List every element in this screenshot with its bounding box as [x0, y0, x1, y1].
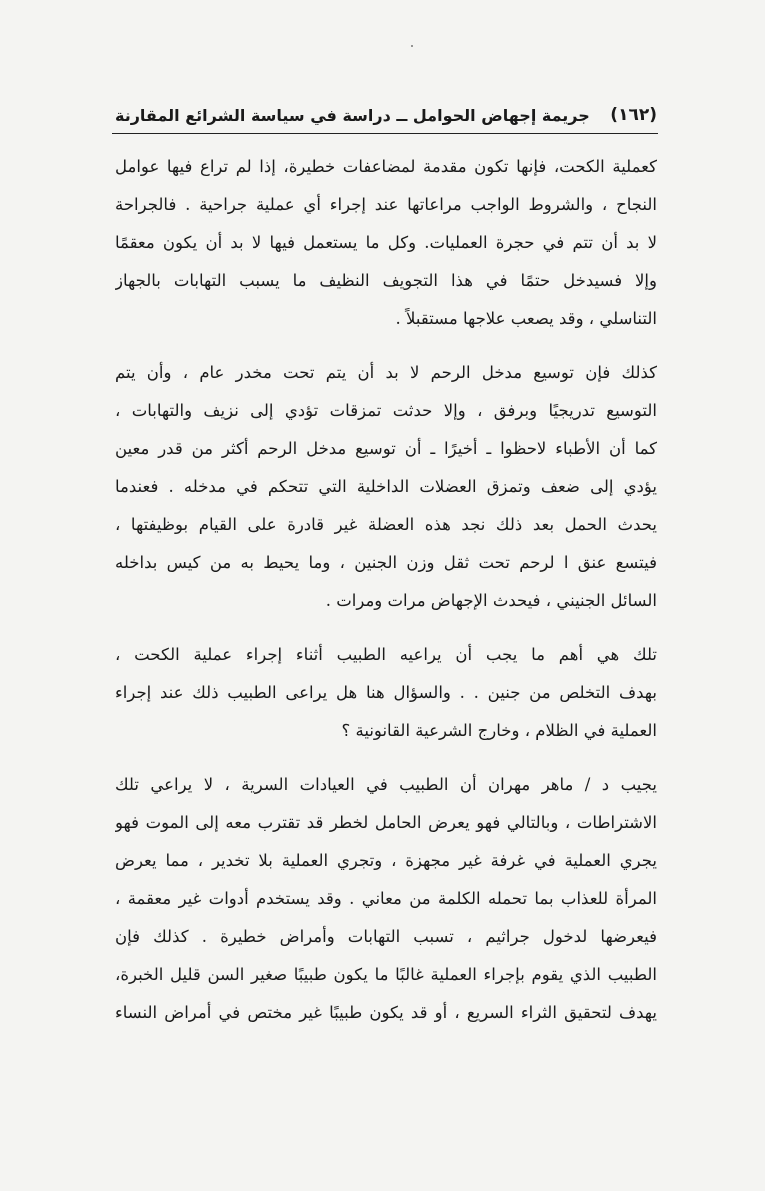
text-line: التناسلي ، وقد يصعب علاجها مستقبلاً .: [395, 309, 657, 328]
paper-speck: [411, 45, 413, 47]
text-line: تلك هي أهم ما يجب أن يراعيه الطبيب أثناء إجراء عملية الكحت ،: [115, 645, 657, 664]
text-line: النجاح ، والشروط الواجب مراعاتها عند إجراء أي عملية جراحية . فالجراحة: [115, 195, 657, 214]
paragraph: [115, 636, 657, 750]
text-line: يؤدي إلى ضعف وتمزق العضلات الداخلية التي تتحكم في مدخله . فعندما: [115, 477, 657, 496]
page-header: [115, 98, 657, 132]
text-line: كعملية الكحت، فإنها تكون مقدمة لمضاعفات خطيرة، إذا لم تراع فيها عوامل: [115, 157, 657, 176]
running-title: جريمة إجهاض الحوامل ــ دراسة في سياسة الشرائع المقارنة: [115, 105, 590, 125]
paragraph-gap: [115, 750, 657, 766]
text-line: كذلك فإن توسيع مدخل الرحم لا بد أن يتم تحت مخدر عام ، وأن يتم: [115, 363, 657, 382]
paragraph: [115, 148, 657, 338]
text-line: يجيب د / ماهر مهران أن الطبيب في العيادات السرية ، لا يراعي تلك: [115, 775, 657, 794]
text-line: فيعرضها لدخول جراثيم ، تسبب التهابات وأمراض خطيرة . كذلك فإن: [115, 927, 657, 946]
paragraph-gap: [115, 338, 657, 354]
page-number: (١٦٢): [610, 105, 657, 125]
text-line: وإلا فسيدخل حتمًا في هذا التجويف النظيف ما يسبب التهابات بالجهاز: [115, 271, 657, 290]
paragraph: [115, 766, 657, 1032]
text-line: فيتسع عنق ا لرحم تحت ثقل وزن الجنين ، وما يحيط به من كيس بداخله: [115, 553, 657, 572]
text-line: التوسيع تدريجيًا وبرفق ، وإلا حدثت تمزقات تؤدي إلى نزيف والتهابات ،: [115, 401, 657, 420]
text-line: السائل الجنيني ، فيحدث الإجهاض مرات ومرات .: [325, 591, 657, 610]
header-rule: [112, 133, 658, 134]
text-line: يحدث الحمل بعد ذلك نجد هذه العضلة غير قادرة على القيام بوظيفتها ،: [115, 515, 657, 534]
paragraph: [115, 354, 657, 620]
text-line: المرأة للعذاب بما تحمله الكلمة من معاني . وقد يستخدم أدوات غير معقمة ،: [115, 889, 657, 908]
body-text: [115, 148, 657, 1032]
paragraph-gap: [115, 620, 657, 636]
text-line: الاشتراطات ، وبالتالي فهو يعرض الحامل لخطر قد تقترب معه إلى الموت فهو: [115, 813, 657, 832]
text-line: الطبيب الذي يقوم بإجراء العملية غالبًا ما يكون طبيبًا صغير السن قليل الخبرة،: [115, 965, 657, 984]
text-line: لا بد أن تتم في حجرة العمليات. وكل ما يستعمل فيها لا بد أن يكون معقمًا: [115, 233, 657, 252]
text-line: يجري العملية في غرفة غير مجهزة ، وتجري العملية بلا تخدير ، مما يعرض: [115, 851, 657, 870]
text-line: يهدف لتحقيق الثراء السريع ، أو قد يكون طبيبًا غير مختص في أمراض النساء: [115, 1003, 657, 1022]
text-line: العملية في الظلام ، وخارج الشرعية القانونية ؟: [341, 721, 657, 740]
text-line: بهدف التخلص من جنين . . والسؤال هنا هل يراعى الطبيب ذلك عند إجراء: [115, 683, 657, 702]
text-line: كما أن الأطباء لاحظوا ـ أخيرًا ـ أن توسيع مدخل الرحم أكثر من قدر معين: [115, 439, 657, 458]
